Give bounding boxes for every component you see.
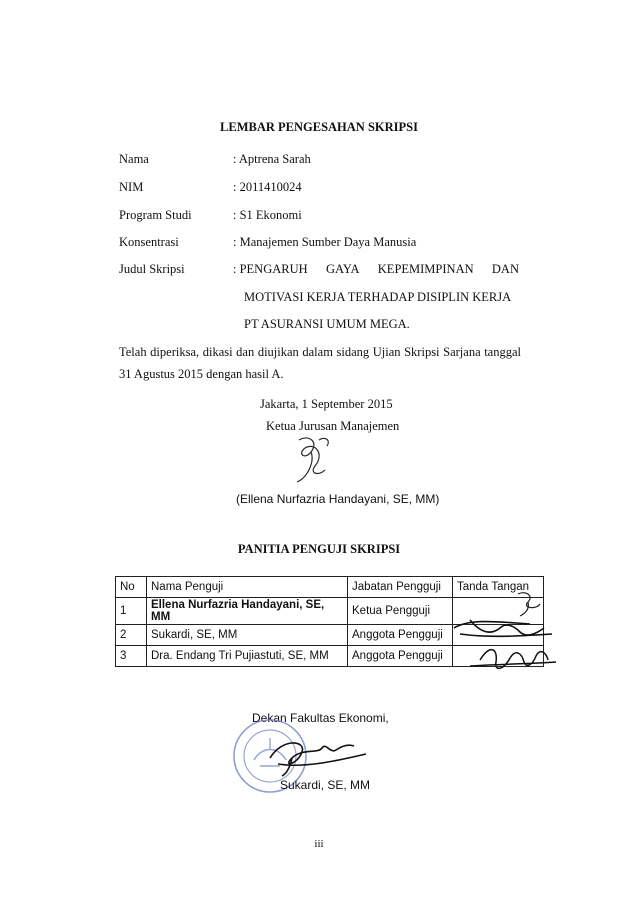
cell-no: 2 [116, 625, 147, 646]
cell-nama: Sukardi, SE, MM [147, 625, 348, 646]
judul-line-1 [233, 262, 519, 277]
field-label-program: Program Studi [119, 208, 192, 222]
ketua-signature [285, 432, 355, 494]
cell-jabatan: Anggota Pengguji [348, 646, 453, 667]
dekan-signature [262, 728, 372, 780]
judul-word: KEPEMIMPINAN [377, 262, 474, 276]
header-no: No [116, 577, 147, 598]
header-tanda-tangan: Tanda Tangan [453, 577, 544, 598]
judul-line-3: PT ASURANSI UMUM MEGA. [244, 317, 410, 331]
ketua-title: Ketua Jurusan Manajemen [266, 419, 400, 433]
dekan-name: Sukardi, SE, MM [280, 778, 371, 792]
field-label-nim: NIM [119, 180, 144, 194]
field-label-nama: Nama [119, 152, 149, 166]
field-value-konsentrasi: : Manajemen Sumber Daya Manusia [233, 235, 417, 249]
cell-no: 3 [116, 646, 147, 667]
dekan-title: Dekan Fakultas Ekonomi, [252, 711, 389, 725]
judul-word: : PENGARUH [233, 262, 308, 276]
header-jabatan: Jabatan Pengguji [348, 577, 453, 598]
cell-nama: Ellena Nurfazria Handayani, SE, MM [147, 598, 348, 625]
judul-line-2: MOTIVASI KERJA TERHADAP DISIPLIN KERJA [244, 290, 512, 304]
judul-word: GAYA [325, 262, 360, 276]
field-value-nama: : Aptrena Sarah [233, 152, 311, 166]
place-date: Jakarta, 1 September 2015 [260, 397, 393, 411]
header-nama: Nama Penguji [147, 577, 348, 598]
field-value-program: : S1 Ekonomi [233, 208, 302, 222]
cell-nama: Dra. Endang Tri Pujiastuti, SE, MM [147, 646, 348, 667]
field-label-judul: Judul Skripsi [119, 262, 185, 276]
field-label-konsentrasi: Konsentrasi [119, 235, 179, 249]
panitia-signatures [440, 588, 558, 688]
cell-no: 1 [116, 598, 147, 625]
judul-word: DAN [491, 262, 519, 276]
ketua-name: (Ellena Nurfazria Handayani, SE, MM) [236, 492, 440, 506]
page-number: iii [314, 838, 324, 850]
cell-jabatan: Anggota Pengguji [348, 625, 453, 646]
cell-jabatan: Ketua Pengguji [348, 598, 453, 625]
panitia-title: PANITIA PENGUJI SKRIPSI [237, 542, 401, 556]
approval-paragraph: Telah diperiksa, dikasi dan diujikan dalam sidang Ujian Skripsi Sarjana tanggal 31 Agustus 2015 dengan hasil A. [119, 345, 521, 381]
field-value-nim: : 2011410024 [233, 180, 302, 194]
page-title: LEMBAR PENGESAHAN SKRIPSI [220, 120, 418, 134]
